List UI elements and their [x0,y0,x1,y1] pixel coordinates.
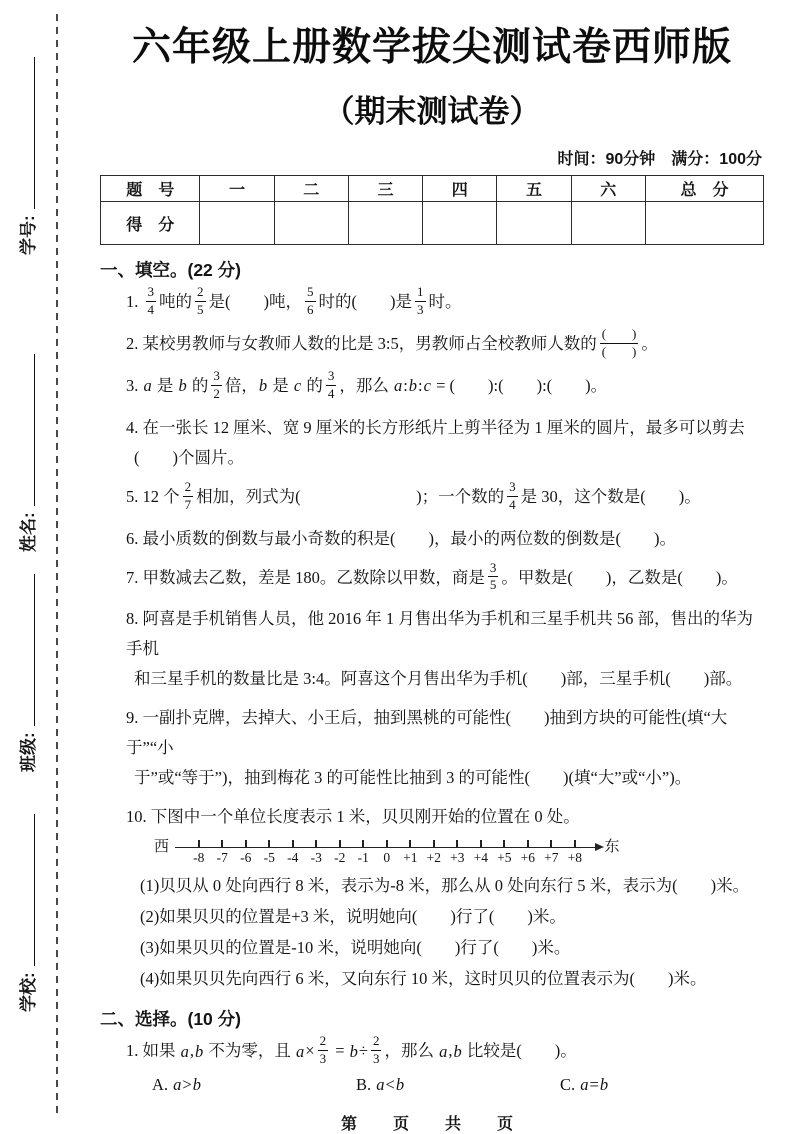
tick-mark [292,840,294,847]
margin-field [14,812,39,1012]
number-line-ticks [187,836,587,866]
math-variable: a [393,375,403,395]
sub-question-line: (1)贝贝从 0 处向西行 8 米，表示为-8 米，那么从 0 处向东行 5 米，表示为( )米。 [140,876,750,896]
margin-field-label: 姓名: [19,512,38,552]
question [100,559,764,596]
math-variable: a [376,1075,385,1095]
fraction-numerator: 3 [507,480,518,497]
tick-mark [221,840,223,847]
section [100,1006,764,1095]
fraction-numerator: 1 [415,285,426,302]
choice-option: B. a<b [356,1075,405,1095]
fraction-denominator: 3 [372,1051,380,1067]
tick-label: +6 [520,850,535,866]
tick-label: +8 [567,850,582,866]
math-variable: c [423,375,431,395]
tick-label: -5 [263,850,275,866]
page-subtitle: （期末测试卷） [323,94,541,129]
tick-mark [503,840,505,847]
score-empty-cell [200,202,274,245]
score-empty-cell [348,202,422,245]
math-variable: a [439,1041,448,1061]
score-empty-cell [571,202,645,245]
sub-question-line: (4)如果贝贝先向西行 6 米，又向东行 10 米，这时贝贝的位置表示为( )米。 [140,969,707,989]
question-line: 于”或“等于”)，抽到梅花 3 的可能性比抽到 3 的可能性( )(填“大”或“小”)。 [134,768,692,788]
fraction-denominator: 5 [197,301,204,317]
question-line: 9. 一副扑克牌，去掉大、小王后，抽到黑桃的可能性( )抽到方块的可能性(填“大于”“小 [126,708,728,758]
fraction [211,369,222,402]
margin-field [14,572,39,772]
fraction-denominator: 4 [509,496,516,512]
question [100,478,764,515]
tick-label: +4 [473,850,488,866]
tick-mark [409,840,411,847]
score-empty-cell [274,202,348,245]
page-footer: 第 页 共 页 [340,1116,523,1134]
margin-field [14,352,39,552]
page-title: 六年级上册数学拔尖测试卷西师版 [131,26,732,69]
question-line: 2. 某校男教师与女教师人数的比是 3:5，男教师占全校教师人数的 $\frac{( )}{( )}$ 。 [126,325,658,359]
margin-field-blank-line [34,574,35,726]
section-heading: 一、填空。(22 分) [100,260,241,280]
fraction-numerator: 5 [305,285,316,302]
math-variable: a [143,375,152,395]
score-empty-cell [497,202,571,245]
fraction-numerator: 2 [371,1034,382,1051]
math-variable: a [296,1041,305,1061]
tick-mark [480,840,482,847]
math-variable: b [349,1041,358,1061]
fraction [326,369,337,402]
tick-label: +5 [497,850,512,866]
question-line: 4. 在一张长 12 厘米、宽 9 厘米的长方形纸片上剪半径为 1 厘米的圆片，最多可以剪去 [126,417,745,437]
margin-field-label: 班级: [19,732,38,772]
fraction-denominator: 2 [213,385,220,401]
fraction-denominator: 4 [147,301,154,317]
score-table-header-cell: 一 [200,176,274,202]
tick-label: -1 [357,850,369,866]
tick-mark [550,840,552,847]
question-line: 7. 甲数减去乙数，差是 180。乙数除以甲数，商是 $\frac{3}{5}$ 。甲数是( )，乙数是( )。 [126,559,738,593]
score-table-header-cell: 二 [274,176,348,202]
question-line: 1. $\frac{3}{4}$ 吨的 $\frac{2}{5}$ 是( )吨， $\frac{5}{6}$ 时的( )是 $\frac{1}{3}$ 时。 [126,284,462,317]
number-line-tick-cell [446,836,470,866]
fraction-denominator: ( ) [601,343,637,359]
margin-field-blank-line [34,354,35,506]
math-variable: b [453,1041,462,1061]
math-variable: b [408,375,418,395]
number-line-tick-cell [281,836,305,866]
score-table-score-row [101,202,764,245]
math-variable: a [580,1075,589,1095]
number-line-tick-cell [493,836,517,866]
score-table-header-row [101,176,764,202]
math-variable: b [192,1075,201,1095]
sub-question-line: (3)如果贝贝的位置是-10 米，说明她向( )行了( )米。 [140,938,571,958]
fraction-denominator: 4 [327,385,335,401]
question-line: 3. a 是 b 的 $\frac{3}{2}$ 倍，b 是 c 的 $\frac{3}{4}$ ，那么 a:b:c = ( ):( ):( )。 [126,367,608,401]
number-line-tick-cell [516,836,540,866]
question-line: 10. 下图中一个单位长度表示 1 米，贝贝刚开始的位置在 0 处。 [126,807,580,827]
section-heading: 二、选择。(10 分) [100,1009,241,1030]
fraction [507,480,518,513]
fraction-denominator: 3 [319,1051,327,1067]
question-sections [100,257,764,1095]
tick-mark [245,840,247,847]
exam-meta: 时间：90分钟 满分：100分 [557,151,762,168]
sub-question-line: (2)如果贝贝的位置是+3 米，说明她向( )行了( )米。 [140,907,566,927]
fraction-denominator: 5 [489,577,497,593]
math-variable: b [178,375,187,395]
math-variable: b [195,1041,204,1061]
number-line-tick-cell [352,836,376,866]
choice-options-row [126,1075,764,1095]
number-line-tick-cell [375,836,399,866]
tick-label: +1 [403,850,418,866]
fraction [415,285,426,318]
tick-label: -7 [216,850,228,866]
question [100,802,764,994]
margin-field-label: 学号: [19,215,38,255]
number-line-tick-cell [187,836,211,866]
score-empty-cell [423,202,497,245]
tick-mark [339,840,341,847]
tick-label: -2 [334,850,346,866]
math-variable: b [599,1075,609,1095]
choice-option: A. a>b [152,1075,201,1095]
margin-field-blank-line [34,57,35,209]
number-line-body [175,836,599,866]
tick-mark [386,840,388,847]
question-line: 5. 12 个 $\frac{2}{7}$ 相加，列式为( )；一个数的 $\frac{3}{4}$ 是 30，这个数是( )。 [126,478,701,512]
math-variable: a [180,1041,189,1061]
tick-label: -8 [193,850,205,866]
fraction-numerator: ( ) [600,327,639,344]
question-line: 8. 阿喜是手机销售人员，他 2016 年 1 月售出华为手机和三星手机共 56 部，售出的华为手机 [126,609,753,659]
number-line-tick-cell [211,836,235,866]
question-line: 6. 最小质数的倒数与最小奇数的积是( )，最小的两位数的倒数是( )。 [126,528,676,548]
fraction [195,285,206,318]
paper-main-column [100,12,764,1134]
tick-label: -4 [287,850,299,866]
number-line-arrow-icon [595,843,604,851]
number-line [154,836,764,866]
tick-mark [268,840,270,847]
tick-label: +3 [450,850,465,866]
margin-field-label: 学校: [19,972,38,1012]
fraction [305,285,316,318]
question [100,325,764,362]
fraction-numerator: 3 [146,285,157,302]
fraction-denominator: 7 [184,496,192,512]
tick-label: -3 [310,850,322,866]
number-line-tick-cell [563,836,587,866]
score-table-header-cell: 四 [423,176,497,202]
question [100,284,764,320]
number-line-tick-cell [399,836,423,866]
tick-mark [456,840,458,847]
tick-mark [362,840,364,847]
score-table-header-cell: 五 [497,176,571,202]
tick-label: 0 [383,850,391,866]
fraction [318,1034,329,1067]
score-table-header-cell: 三 [348,176,422,202]
fraction [183,480,194,513]
fraction-denominator: 6 [307,301,314,317]
number-line-tick-cell [258,836,282,866]
choice-option: C. a=b [560,1075,609,1095]
number-line-tick-cell [328,836,352,866]
math-variable: b [258,375,268,395]
fraction [600,327,639,360]
score-table-header-cell: 六 [571,176,645,202]
number-line-tick-cell [305,836,329,866]
margin-field-blank-line [34,814,35,966]
tick-label: -6 [240,850,252,866]
tick-mark [315,840,317,847]
tick-mark [198,840,200,847]
fraction-denominator: 3 [417,301,424,317]
math-variable: c [293,375,302,395]
question-line: ( )个圆片。 [134,447,244,467]
tick-mark [574,840,576,847]
question [100,524,764,554]
fraction-numerator: 2 [318,1034,329,1051]
score-table-header-cell: 总 分 [645,176,763,202]
score-table-header-cell: 题 号 [101,176,200,202]
math-variable: a [173,1075,182,1095]
score-row-label: 得 分 [101,202,200,245]
tick-mark [527,840,529,847]
tick-label: +7 [544,850,559,866]
number-line-tick-cell [540,836,564,866]
fraction-numerator: 2 [183,480,194,497]
question [100,367,764,404]
question-line: 和三星手机的数量比是 3:4。阿喜这个月售出华为手机( )部，三星手机( )部。 [134,669,743,689]
number-line-east-label: 东 [604,839,620,856]
fraction [488,561,499,594]
question [100,604,764,694]
margin-field [14,55,39,255]
number-line-tick-cell [469,836,493,866]
fraction-numerator: 3 [326,369,337,386]
question [100,703,764,793]
fold-dashed-line [56,14,58,1116]
fraction-numerator: 3 [211,369,222,386]
fraction-numerator: 3 [488,561,499,578]
fraction [146,285,157,318]
number-line-tick-cell [234,836,258,866]
score-empty-cell [645,202,763,245]
tick-mark [433,840,435,847]
question [100,1033,764,1095]
section [100,257,764,994]
tick-label: +2 [426,850,441,866]
number-line-west-label: 西 [154,839,170,856]
math-variable: b [395,1075,405,1095]
number-line-tick-cell [422,836,446,866]
question [100,413,764,473]
fraction [371,1034,382,1067]
fraction-numerator: 2 [195,285,206,302]
score-table [100,175,764,245]
question-line: 1. 如果 a,b 不为零，且 a× $\frac{2}{3}$ = b÷ $\frac{2}{3}$ ，那么 a,b 比较是( )。 [126,1033,577,1067]
